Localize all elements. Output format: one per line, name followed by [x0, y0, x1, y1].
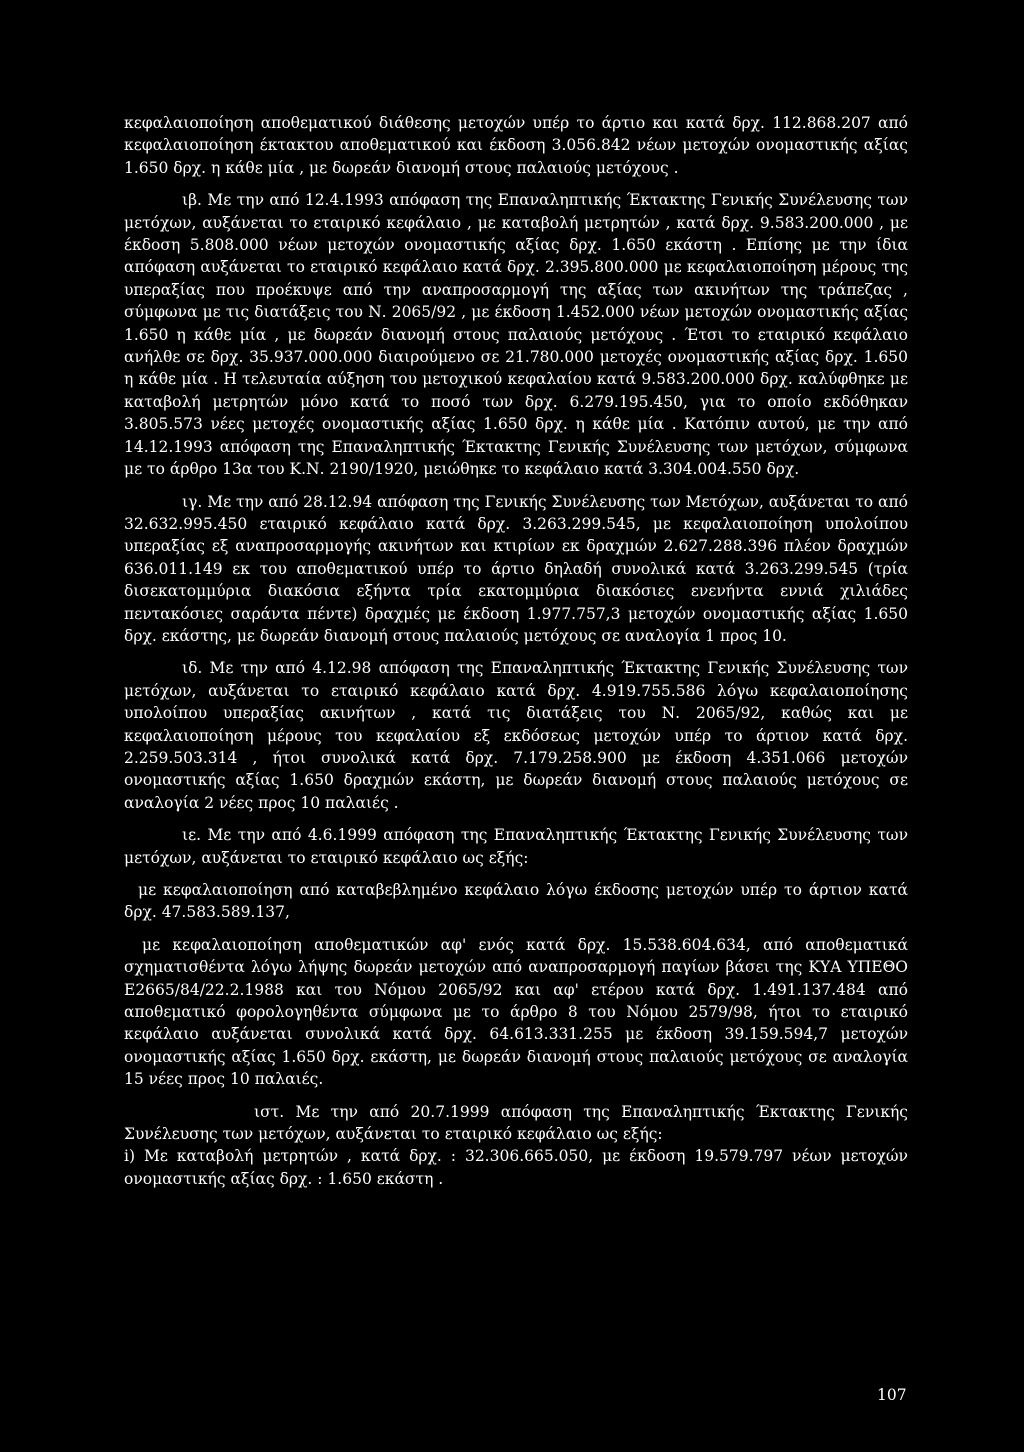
- paragraph-ie-capitalization: με κεφαλαιοποίηση από καταβεβλημένο κεφάλαιο λόγω έκδοσης μετοχών υπέρ το άρτιον κατά δρχ. 47.583.589.137,: [124, 881, 908, 922]
- paragraph-ist-cash: i) Με καταβολή μετρητών , κατά δρχ. : 32.306.665.050, με έκδοση 19.579.797 νέων μετοχών ονομαστικής αξίας δρχ. : 1.650 εκάστη .: [124, 1147, 908, 1188]
- paragraph-ie: ιε. Με την από 4.6.1999 απόφαση της Επαναληπτικής Έκτακτης Γενικής Συνέλευσης των μετόχων, αυξάνεται το εταιρικό κεφάλαιο ως εξής:: [124, 826, 908, 867]
- document-body: [124, 112, 908, 1190]
- paragraph-ib: ιβ. Με την από 12.4.1993 απόφαση της Επαναληπτικής Έκτακτης Γενικής Συνέλευσης των μετόχων, αυξάνεται το εταιρικό κεφάλαιο , με καταβολή μετρητών , κατά δρχ. 9.583.200.000 , με έκδοση 5.808.000 νέων μετοχών ονομαστικής αξίας δρχ. 1.650 εκάστη . Επίσης με την ίδια απόφαση αυξάνεται το εταιρικό κεφάλαιο κατά δρχ. 2.395.800.000 με κεφαλαιοποίηση μέρους της υπεραξίας που προέκυψε από την αναπροσαρμογή της αξίας των ακινήτων της τράπεζας , σύμφωνα με τις διατάξεις του Ν. 2065/92 , με έκδοση 1.452.000 νέων μετοχών ονομαστικής αξίας 1.650 η κάθε μία , με δωρεάν διανομή στους παλαιούς μετόχους . Έτσι το εταιρικό κεφάλαιο ανήλθε σε δρχ. 35.937.000.000 διαιρούμενο σε 21.780.000 μετοχές ονομαστικής αξίας δρχ. 1.650 η κάθε μία . Η τελευταία αύξηση του μετοχικού κεφαλαίου κατά 9.583.200.000 δρχ. καλύφθηκε με καταβολή μετρητών μόνο κατά το ποσό των δρχ. 6.279.195.450, για το οποίο εκδόθηκαν 3.805.573 νέες μετοχές ονομαστικής αξίας 1.650 δρχ. η κάθε μία . Κατόπιν αυτού, με την από 14.12.1993 απόφαση της Επαναληπτικής Έκτακτης Γενικής Συνέλευσης των μετόχων, σύμφωνα με το άρθρο 13α του Κ.Ν. 2190/1920, μειώθηκε το κεφάλαιο κατά 3.304.004.550 δρχ.: [124, 191, 908, 479]
- paragraph-ig: ιγ. Με την από 28.12.94 απόφαση της Γενικής Συνέλευσης των Μετόχων, αυξάνεται το από 32.632.995.450 εταιρικό κεφάλαιο κατά δρχ. 3.263.299.545, με κεφαλαιοποίηση υπολοίπου υπεραξίας εξ αναπροσαρμογής ακινήτων και κτιρίων εκ δραχμών 2.627.288.396 πλέον δραχμών 636.011.149 εκ του αποθεματικού υπέρ το άρτιο δηλαδή συνολικά κατά 3.263.299.545 (τρία δισεκατομμύρια διακόσια εξήντα τρία εκατομμύρια διακόσιες ενενήντα εννιά χιλιάδες πεντακόσιες σαράντα πέντε) δραχμές με έκδοση 1.977.757,3 μετοχών ονομαστικής αξίας 1.650 δρχ. εκάστης, με δωρεάν διανομή στους παλαιούς μετόχους σε αναλογία 1 προς 10.: [124, 492, 909, 645]
- paragraph-capitalization-continued: κεφαλαιοποίηση αποθεματικού διάθεσης μετοχών υπέρ το άρτιο και κατά δρχ. 112.868.207 από κεφαλαιοποίηση έκτακτου αποθεματικού και έκδοση 3.056.842 νέων μετοχών ονομαστικής αξίας 1.650 δρχ. η κάθε μία , με δωρεάν διανομή στους παλαιούς μετόχους .: [124, 114, 908, 177]
- page-number: 107: [877, 1386, 907, 1404]
- paragraph-ie-reserves: με κεφαλαιοποίηση αποθεματικών αφ' ενός κατά δρχ. 15.538.604.634, από αποθεματικά σχηματισθέντα λόγω λήψης δωρεάν μετοχών από αναπροσαρμογή παγίων βάσει της ΚΥΑ ΥΠΕΘΟ Ε2665/84/22.2.1988 και του Νόμου 2065/92 και αφ' ετέρου κατά δρχ. 1.491.137.484 από αποθεματικό φορολογηθέντα σύμφωνα με το άρθρο 8 του Νόμου 2579/98, ήτοι το εταιρικό κεφάλαιο αυξάνεται συνολικά κατά δρχ. 64.613.331.255 με έκδοση 39.159.594,7 μετοχών ονομαστικής αξίας 1.650 δρχ. εκάστη, με δωρεάν διανομή στους παλαιούς μετόχους σε αναλογία 15 νέες προς 10 παλαιές.: [124, 935, 908, 1089]
- paragraph-id: ιδ. Με την από 4.12.98 απόφαση της Επαναληπτικής Έκτακτης Γενικής Συνέλευσης των μετόχων, αυξάνεται το εταιρικό κεφάλαιο κατά δρχ. 4.919.755.586 λόγω κεφαλαιοποίησης υπολοίπου υπεραξίας ακινήτων , κατά τις διατάξεις του Ν. 2065/92, καθώς και με κεφαλαιοποίηση μέρους του κεφαλαίου εξ εκδόσεως μετοχών υπέρ το άρτιον κατά δρχ. 2.259.503.314 , ήτοι συνολικά κατά δρχ. 7.179.258.900 με έκδοση 4.351.066 μετοχών ονομαστικής αξίας 1.650 δραχμών εκάστη, με δωρεάν διανομή στους παλαιούς μετόχους σε αναλογία 2 νέες προς 10 παλαιές .: [124, 659, 908, 812]
- paragraph-ist: ιστ. Με την από 20.7.1999 απόφαση της Επαναληπτικής Έκτακτης Γενικής Συνέλευσης των μετόχων, αυξάνεται το εταιρικό κεφάλαιο ως εξής:: [124, 1102, 908, 1144]
